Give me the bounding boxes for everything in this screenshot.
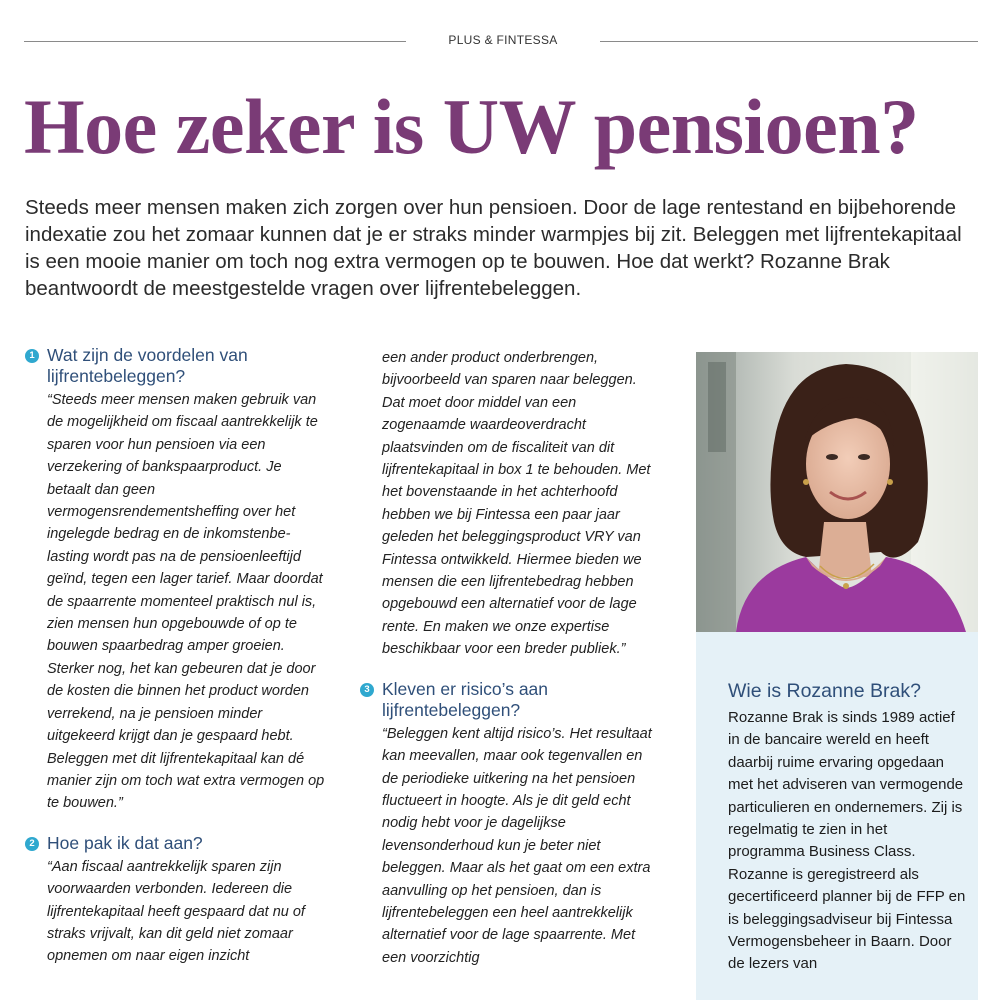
article-intro: Steeds meer mensen maken zich zorgen over hun pensioen. Door de lage rentestand en bijbehorende indexatie zou het zomaar kunnen dat je er straks minder warmpjes bij zit. Beleggen met lijfrentekapitaal is een mooie manier om toch nog extra vermogen op te bouwen. Hoe dat werkt? Rozanne Brak beantwoordt de meestgestelde vragen over lijfrentebeleggen. xyxy=(25,196,962,300)
question-heading xyxy=(25,345,325,387)
header-rule-left xyxy=(24,41,406,42)
question-text: Hoe pak ik dat aan? xyxy=(47,832,203,853)
bio-sidebar xyxy=(696,632,978,1000)
question-number-badge: 2 xyxy=(25,837,39,851)
sidebar-body: Rozanne Brak is sinds 1989 actief in de bancaire wereld en heeft daarbij ruime ervaring opgedaan met het adviseren van vermogende particulieren en ondernemers. Zij is regelmatig te zien in het programma Business Class. Rozanne is geregistreerd als gecertificeerd planner bij de FFP en is beleggingsadviseur bij Fintessa Vermogensbeheer in Baarn. Door de lezers van xyxy=(728,709,966,973)
column-1 xyxy=(25,345,325,968)
article-title: Hoe zeker is UW pensioen? xyxy=(24,83,919,170)
header-rule-right xyxy=(600,41,978,42)
portrait-photo xyxy=(696,352,978,632)
answer-text: “Beleggen kent altijd risico’s. Het resultaat kan meevallen, maar ook tegenvallen en de periodieke uitkering na het pensioen fluctueert in hoogte. Als je dit geld echt nodig hebt voor je dagelijkse levensonderhoud kun je beter niet beleggen. Maar als het gaat om een extra aanvulling op het pensioen, dan is lijfrentebeleggen een heel aantrekkelijk alternatief voor de lage spaarrente. Met een voorzichtig xyxy=(382,725,652,966)
column-2 xyxy=(360,347,660,969)
question-text: Kleven er risico’s aan lijfrentebeleggen? xyxy=(382,678,549,720)
answer-text: “Aan fiscaal aantrekkelijk sparen zijn voorwaarden verbonden. Iedereen die lijfrentekapitaal heeft gespaard dat nu of straks vrijvalt, kan dit geld niet zomaar opnemen om naar eigen inzicht xyxy=(47,858,305,965)
question-number-badge: 1 xyxy=(25,349,39,363)
answer-text: “Steeds meer mensen maken gebruik van de mogelijkheid om fiscaal aantrekkelijk te sparen voor hun pensioen via een verzekering of bankspaarproduct. Je betaalt dan geen vermogensrendementsheffing over het ingelegde bedrag en de inkomstenbelasting wordt pas na de pensioenleeftijd geïnd, tegen een lager tarief. Maar doordat de spaarrente momenteel praktisch nul is, zien mensen hun opgebouwde of op te bouwen spaarbedrag amper groeien. Sterker nog, het kan gebeuren dat je door de kosten die binnen het product worden verrekend, na je pensioen minder uitgekeerd krijgt dan je gespaard hebt. Beleggen met dit lijfrentekapitaal kan dé manier zijn om toch wat extra vermogen op te bouwen.” xyxy=(47,392,325,812)
question-text: Wat zijn de voordelen van lijfrentebeleggen? xyxy=(47,345,248,386)
sidebar-title: Wie is Rozanne Brak? xyxy=(728,680,921,702)
question-number-badge: 3 xyxy=(360,683,374,697)
question-heading xyxy=(360,679,660,721)
section-label: PLUS & FINTESSA xyxy=(448,33,558,47)
answer-continuation: een ander product onderbrengen, bijvoorbeeld van sparen naar beleggen. Dat moet door middel van een zogenaamde waardeoverdracht plaatsvinden om de fiscaliteit van dit lijfrentekapitaal in box 1 te behouden. Met het bovenstaande in het achterhoofd hebben we bij Fintessa een paar jaar geleden het beleggingsproduct VRY van Fintessa ontwikkeld. Hiermee bieden we mensen die een lijfrentebedrag hebben opgebouwd een alternatief voor de lage rente. En maken we onze expertise beschikbaar voor een breder publiek.” xyxy=(382,350,651,658)
question-heading xyxy=(25,833,325,854)
